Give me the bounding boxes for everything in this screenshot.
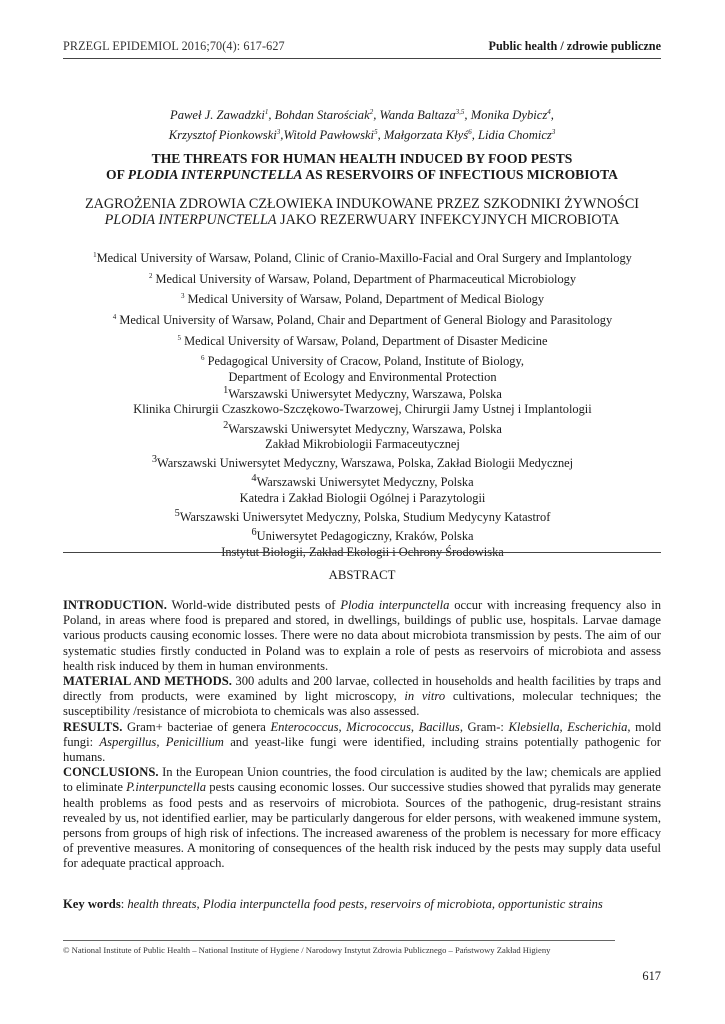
affiliations-english bbox=[50, 248, 675, 387]
affiliation-pl bbox=[50, 402, 675, 417]
keywords bbox=[63, 897, 661, 912]
title-pl-line-2 bbox=[63, 212, 661, 228]
author-affiliation-mark: 6 bbox=[468, 128, 472, 137]
header-rule bbox=[63, 58, 661, 59]
author-name: , Małgorzata Kłyś bbox=[377, 128, 469, 143]
affiliation-text: Medical University of Warsaw, Poland, Department of Pharmaceutical Microbiology bbox=[152, 271, 577, 286]
running-header bbox=[63, 37, 661, 57]
abstract-text: , bbox=[410, 719, 419, 734]
affiliation-pl bbox=[50, 383, 675, 402]
affiliation-number: 1 bbox=[223, 385, 229, 396]
author-affiliation-mark: 1 bbox=[264, 108, 269, 116]
affiliation-number: 1 bbox=[93, 251, 97, 259]
affiliation-en bbox=[50, 351, 675, 385]
abstract-heading: ABSTRACT bbox=[328, 568, 396, 582]
title-pl-suffix: JAKO REZERWUARY INFEKCYJNYCH MICROBIOTA bbox=[276, 212, 620, 228]
abstract-body bbox=[63, 598, 661, 872]
abstract-text: World-wide distributed pests of bbox=[166, 598, 341, 612]
affiliation-text: Warszawski Uniwersytet Medyczny, Polska bbox=[256, 475, 474, 490]
affiliation-text: Medical University of Warsaw, Poland, Clinic of Cranio-Maxillo-Facial and Oral Surgery and Implantology bbox=[96, 251, 632, 266]
abstract-italic-term: Micrococcus bbox=[346, 719, 411, 734]
affiliation-number: 3 bbox=[151, 454, 158, 466]
title-en-line-1: THE THREATS FOR HUMAN HEALTH INDUCED BY FOOD PESTS bbox=[151, 151, 573, 166]
keywords-text: health threats, Plodia interpunctella food pests, reservoirs of microbiota, opportunistic strains bbox=[127, 897, 603, 911]
affiliation-text: Warszawski Uniwersytet Medyczny, Warszawa, Polska bbox=[228, 421, 502, 436]
abstract-paragraph bbox=[63, 765, 661, 871]
affiliation-en bbox=[50, 310, 675, 329]
abstract-text: cultivations, molecular techniques; the susceptibility /resistance of microbiota to chemicals was also assessed. bbox=[63, 689, 661, 719]
affiliation-en bbox=[50, 248, 675, 267]
abstract-italic-term: Bacillus bbox=[418, 719, 460, 734]
affiliation-en bbox=[50, 331, 675, 350]
abstract-italic-term: Plodia interpunctella bbox=[340, 598, 450, 612]
affiliation-number: 3 bbox=[180, 292, 185, 301]
affiliation-text: Zakład Mikrobiologii Farmaceutycznej bbox=[265, 436, 460, 451]
affiliation-pl bbox=[50, 452, 675, 471]
affiliation-pl bbox=[50, 525, 675, 544]
author-affiliation-mark: 3,5 bbox=[455, 108, 465, 116]
author-name: Paweł J. Zawadzki bbox=[170, 108, 265, 123]
article-title-english bbox=[63, 151, 661, 182]
affiliation-number: 5 bbox=[174, 507, 180, 519]
author-name: , Wanda Baltaza bbox=[373, 108, 456, 123]
abstract-text: occur with increasing frequency also in Poland, in areas where food is prepared and stored, in dwellings, buildings of public use, hospitals. Larvae damage various products causing economic losses. There were no data about microbiota transmission by pests. The aim of our systematic studies firstly conducted in Poland was to explain a role of pests as reservoirs of microbiota and assess health risk induced by them in human environments. bbox=[63, 598, 661, 673]
copyright-notice: © National Institute of Public Health – National Institute of Hygiene / Narodowy Instytut Zdrowia Publicznego – Państwowy Zakład Higieny bbox=[63, 945, 551, 955]
title-pl-species: PLODIA INTERPUNCTELLA bbox=[104, 212, 277, 228]
author-affiliation-mark: 4 bbox=[547, 108, 551, 116]
keywords-separator: : bbox=[120, 897, 128, 911]
abstract-text: Gram+ bacteriae of genera bbox=[122, 719, 271, 734]
affiliation-text: Warszawski Uniwersytet Medyczny, Polska, Studium Medycyny Katastrof bbox=[179, 510, 551, 525]
author-name: ,Witold Pawłowski bbox=[280, 128, 375, 143]
abstract-text: In the European Union countries, the food circulation is audited by the law; chemicals are applied to eliminate bbox=[63, 765, 661, 795]
keywords-label: Key words bbox=[63, 897, 121, 911]
title-en-prefix: OF bbox=[106, 166, 128, 182]
abstract-paragraph bbox=[63, 674, 661, 720]
abstract-text: , mold fungi: bbox=[63, 719, 662, 749]
affiliation-text-cont: Department of Ecology and Environmental Protection bbox=[228, 369, 497, 384]
affiliation-number: 5 bbox=[177, 333, 181, 342]
author-name: , bbox=[550, 108, 554, 123]
affiliation-number: 2 bbox=[148, 271, 153, 280]
affiliation-en bbox=[50, 269, 675, 288]
author-name: Krzysztof Pionkowski bbox=[168, 128, 277, 143]
abstract-text: and yeast-like fungi were identified, including strains potentially pathogenic for humans. bbox=[63, 734, 661, 765]
section-label: Public health / zdrowie publiczne bbox=[488, 39, 661, 53]
affiliations-polish bbox=[50, 383, 675, 560]
affiliation-text: Instytut Biologii, Zakład Ekologii i Ochrony Środowiska bbox=[221, 544, 504, 559]
author-affiliation-mark: 3 bbox=[276, 128, 281, 137]
affiliation-number: 2 bbox=[223, 419, 229, 431]
author-affiliation-mark: 5 bbox=[374, 128, 378, 137]
abstract-paragraph bbox=[63, 598, 661, 674]
title-pl-line-1: ZAGROŻENIA ZDROWIA CZŁOWIEKA INDUKOWANE PRZEZ SZKODNIKI ŻYWNOŚCI bbox=[84, 196, 640, 212]
author-line-1 bbox=[63, 104, 661, 124]
title-en-line-2 bbox=[63, 167, 661, 183]
abstract-italic-term: Enterococcus bbox=[270, 719, 339, 734]
abstract-italic-term: P.interpunctella bbox=[126, 780, 207, 795]
affiliation-text: Medical University of Warsaw, Poland, Department of Medical Biology bbox=[184, 292, 545, 307]
affiliation-pl bbox=[50, 418, 675, 437]
affiliation-text: Klinika Chirurgii Czaszkowo-Szczękowo-Twarzowej, Chirurgii Jamy Ustnej i Implantologii bbox=[133, 402, 592, 417]
affiliation-text: Pedagogical University of Cracow, Poland, Institute of Biology, bbox=[204, 354, 524, 369]
title-en-species: PLODIA INTERPUNCTELLA bbox=[127, 166, 303, 182]
affiliation-text: Medical University of Warsaw, Poland, Chair and Department of General Biology and Parasitology bbox=[116, 313, 613, 327]
title-en-suffix: AS RESERVOIRS OF INFECTIOUS MICROBIOTA bbox=[302, 166, 618, 182]
author-name: , Monika Dybicz bbox=[464, 108, 548, 123]
abstract-italic-term: Klebsiella, Escherichia bbox=[508, 719, 628, 734]
abstract-text: 300 adults and 200 larvae, collected in households and health facilities by traps and directly from products, were examined by light microscopy, bbox=[63, 674, 661, 704]
abstract-text: , bbox=[338, 719, 347, 734]
abstract-italic-term: in vitro bbox=[404, 689, 446, 704]
affiliation-en bbox=[50, 289, 675, 308]
abstract-section-label: CONCLUSIONS. bbox=[63, 765, 159, 780]
affiliation-text: Katedra i Zakład Biologii Ogólnej i Parazytologii bbox=[239, 490, 486, 505]
abstract-section-label: RESULTS. bbox=[63, 719, 123, 734]
abstract-text: , Gram-: bbox=[459, 719, 509, 734]
author-name: , Bohdan Starościak bbox=[268, 108, 370, 123]
affiliation-number: 6 bbox=[201, 354, 205, 363]
affiliation-number: 6 bbox=[251, 527, 257, 539]
affiliation-text: Warszawski Uniwersytet Medyczny, Warszawa, Polska, Zakład Biologii Medycznej bbox=[157, 456, 574, 471]
footer-rule bbox=[63, 940, 615, 941]
abstract-italic-term: Aspergillus, Penicillium bbox=[99, 734, 224, 749]
abstract-text: pests causing economic losses. Our successive studies showed that pyralids may generate health problems as food pests and as reservoirs of microbiota. Sources of the pathogenic, drug-resistant strains revealed by us, not identified earlier, may be particularly dangerous for elder persons, with weakened immune system, persons from groups of high risk of infections. The increased awareness of the problem is necessary for more efficacy of preventive measures. A monitoring of consequences of the health risk induced by the pests may supply data useful for adequate practical approach. bbox=[63, 780, 661, 871]
author-list bbox=[63, 104, 661, 144]
affiliation-text: Uniwersytet Pedagogiczny, Kraków, Polska bbox=[256, 529, 474, 544]
affiliation-pl bbox=[50, 506, 675, 525]
abstract-section-label: INTRODUCTION. bbox=[63, 598, 167, 612]
affiliation-pl bbox=[50, 471, 675, 490]
affiliation-text: Warszawski Uniwersytet Medyczny, Warszawa, Polska bbox=[228, 387, 502, 402]
abstract-section-label: MATERIAL AND METHODS. bbox=[63, 674, 232, 689]
article-title-polish bbox=[63, 196, 661, 228]
journal-citation: PRZEGL EPIDEMIOL 2016;70(4): 617-627 bbox=[63, 39, 285, 53]
author-line-2 bbox=[63, 124, 661, 144]
author-name: , Lidia Chomicz bbox=[471, 128, 552, 143]
author-affiliation-mark: 3 bbox=[551, 128, 556, 137]
abstract-rule bbox=[63, 552, 661, 553]
affiliation-pl bbox=[50, 491, 675, 506]
abstract-paragraph bbox=[63, 720, 661, 766]
affiliation-number: 4 bbox=[251, 473, 257, 485]
author-affiliation-mark: 2 bbox=[369, 108, 374, 116]
affiliation-text: Medical University of Warsaw, Poland, Department of Disaster Medicine bbox=[181, 333, 548, 348]
affiliation-number: 4 bbox=[112, 312, 117, 321]
page-number: 617 bbox=[642, 969, 661, 983]
affiliation-pl bbox=[50, 437, 675, 452]
